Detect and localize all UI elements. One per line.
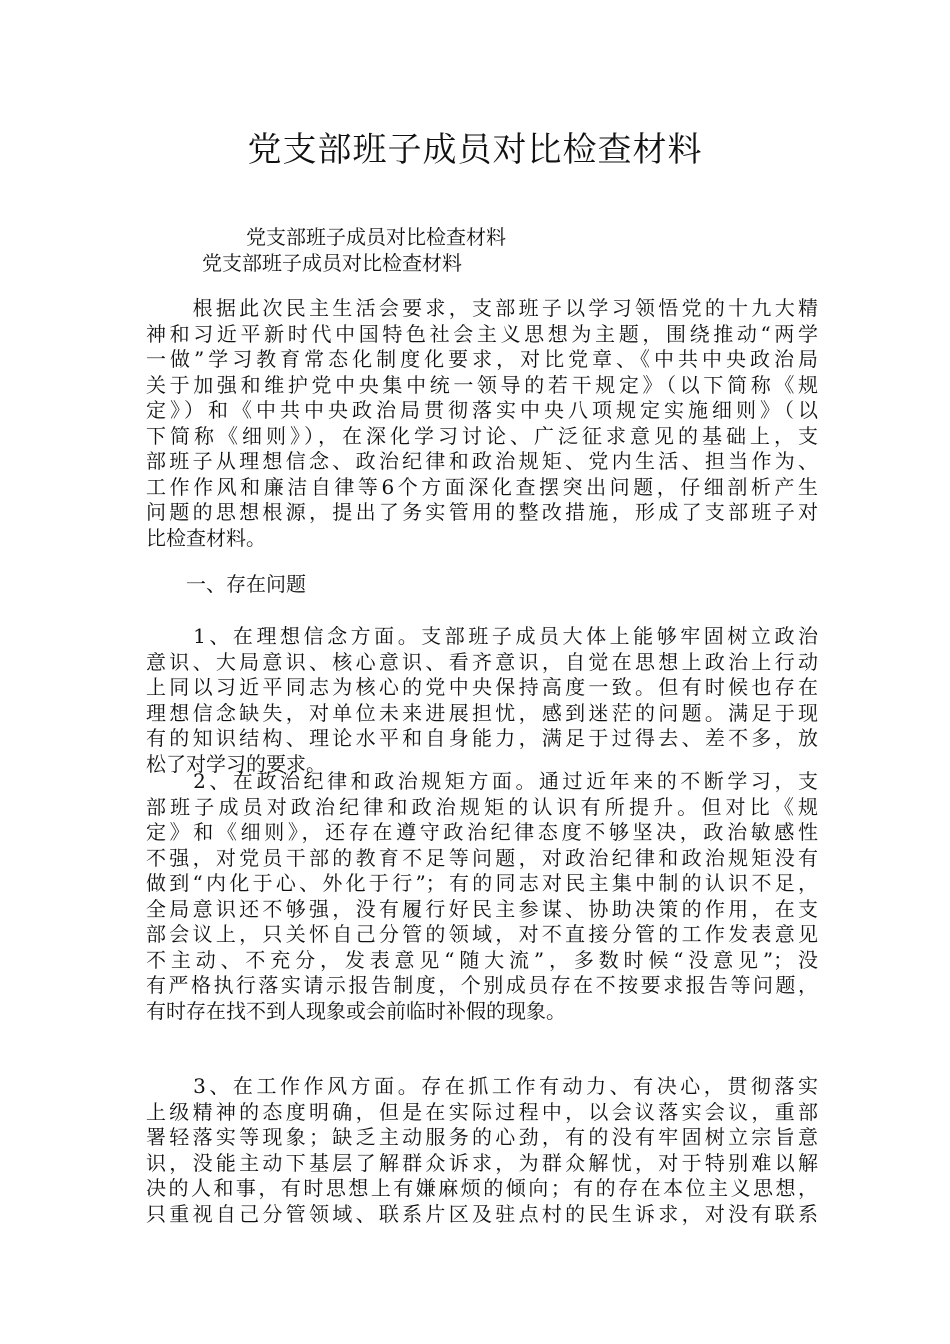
text-line: 一做”学习教育常态化制度化要求，对比党章、《中共中央政治局 bbox=[146, 347, 818, 371]
text-line: 关于加强和维护党中央集中统一领导的若干规定》（以下简称《规 bbox=[146, 372, 818, 397]
text-line: 3、在工作作风方面。存在抓工作有动力、有决心，贯彻落实 bbox=[146, 1074, 818, 1098]
text-line: 有严格执行落实请示报告制度，个别成员存在不按要求报告等问题， bbox=[146, 973, 818, 997]
text-line: 理想信念缺失，对单位未来进展担忧，感到迷茫的问题。满足于现 bbox=[146, 700, 818, 725]
intro-paragraph bbox=[146, 296, 818, 551]
text-line: 只重视自己分管领域、联系片区及驻点村的民生诉求，对没有联系 bbox=[146, 1201, 818, 1226]
document-title: 党支部班子成员对比检查材料 bbox=[247, 130, 703, 170]
text-line: 部班子从理想信念、政治纪律和政治规矩、党内生活、担当作为、 bbox=[146, 449, 818, 473]
problem-paragraph-3 bbox=[146, 1074, 818, 1227]
text-line: 上同以习近平同志为核心的党中央保持高度一致。但有时候也存在 bbox=[146, 675, 818, 699]
text-line: 全局意识还不够强，没有履行好民主参谋、协助决策的作用，在支 bbox=[146, 896, 818, 921]
section-heading-problems bbox=[146, 572, 818, 598]
text-line: 意识、大局意识、核心意识、看齐意识，自觉在思想上政治上行动 bbox=[146, 649, 818, 674]
document-subtitle-1: 党支部班子成员对比检查材料 bbox=[246, 225, 506, 249]
text-line: 下简称《细则》），在深化学习讨论、广泛征求意见的基础上，支 bbox=[146, 423, 818, 448]
text-line: 有时存在找不到人现象或会前临时补假的现象。 bbox=[146, 998, 566, 1023]
text-line: 决的人和事，有时思想上有嫌麻烦的倾向；有的存在本位主义思想， bbox=[146, 1176, 818, 1200]
text-line: 有的知识结构、理论水平和自身能力，满足于过得去、差不多，放 bbox=[146, 726, 818, 750]
section-heading-text: 一、存在问题 bbox=[146, 572, 306, 596]
text-line: 定》）和《中共中央政治局贯彻落实中央八项规定实施细则》（以 bbox=[146, 398, 818, 422]
text-line: 神和习近平新时代中国特色社会主义思想为主题，围绕推动“两学 bbox=[146, 321, 818, 346]
text-line: 部班子成员对政治纪律和政治规矩的认识有所提升。但对比《规 bbox=[146, 794, 818, 819]
text-line: 比检查材料。 bbox=[146, 525, 266, 550]
text-line: 上级精神的态度明确，但是在实际过程中，以会议落实会议，重部 bbox=[146, 1099, 818, 1124]
text-line: 不强，对党员干部的教育不足等问题，对政治纪律和政治规矩没有 bbox=[146, 845, 818, 870]
text-line: 松了对学习的要求。 bbox=[146, 751, 326, 776]
text-line: 不主动、不充分，发表意见“随大流”，多数时候“没意见”；没 bbox=[146, 947, 818, 972]
problem-paragraph-2 bbox=[146, 769, 818, 1024]
text-line: 1、在理想信念方面。支部班子成员大体上能够牢固树立政治 bbox=[146, 624, 818, 648]
text-line: 识，没能主动下基层了解群众诉求，为群众解忧，对于特别难以解 bbox=[146, 1150, 818, 1175]
problem-paragraph-1 bbox=[146, 624, 818, 777]
document-subtitle-2: 党支部班子成员对比检查材料 bbox=[202, 251, 462, 275]
text-line: 署轻落实等现象；缺乏主动服务的心劲，有的没有牢固树立宗旨意 bbox=[146, 1125, 818, 1149]
text-line: 问题的思想根源，提出了务实管用的整改措施，形成了支部班子对 bbox=[146, 500, 818, 524]
text-line: 做到“内化于心、外化于行”；有的同志对民主集中制的认识不足， bbox=[146, 871, 818, 895]
text-line: 定》和《细则》，还存在遵守政治纪律态度不够坚决，政治敏感性 bbox=[146, 820, 818, 844]
text-line: 部会议上，只关怀自己分管的领域，对不直接分管的工作发表意见 bbox=[146, 922, 818, 946]
text-line: 工作作风和廉洁自律等6个方面深化查摆突出问题，仔细剖析产生 bbox=[146, 474, 818, 499]
text-line: 2、在政治纪律和政治规矩方面。通过近年来的不断学习，支 bbox=[146, 769, 818, 793]
text-line: 根据此次民主生活会要求，支部班子以学习领悟党的十九大精 bbox=[146, 296, 818, 320]
